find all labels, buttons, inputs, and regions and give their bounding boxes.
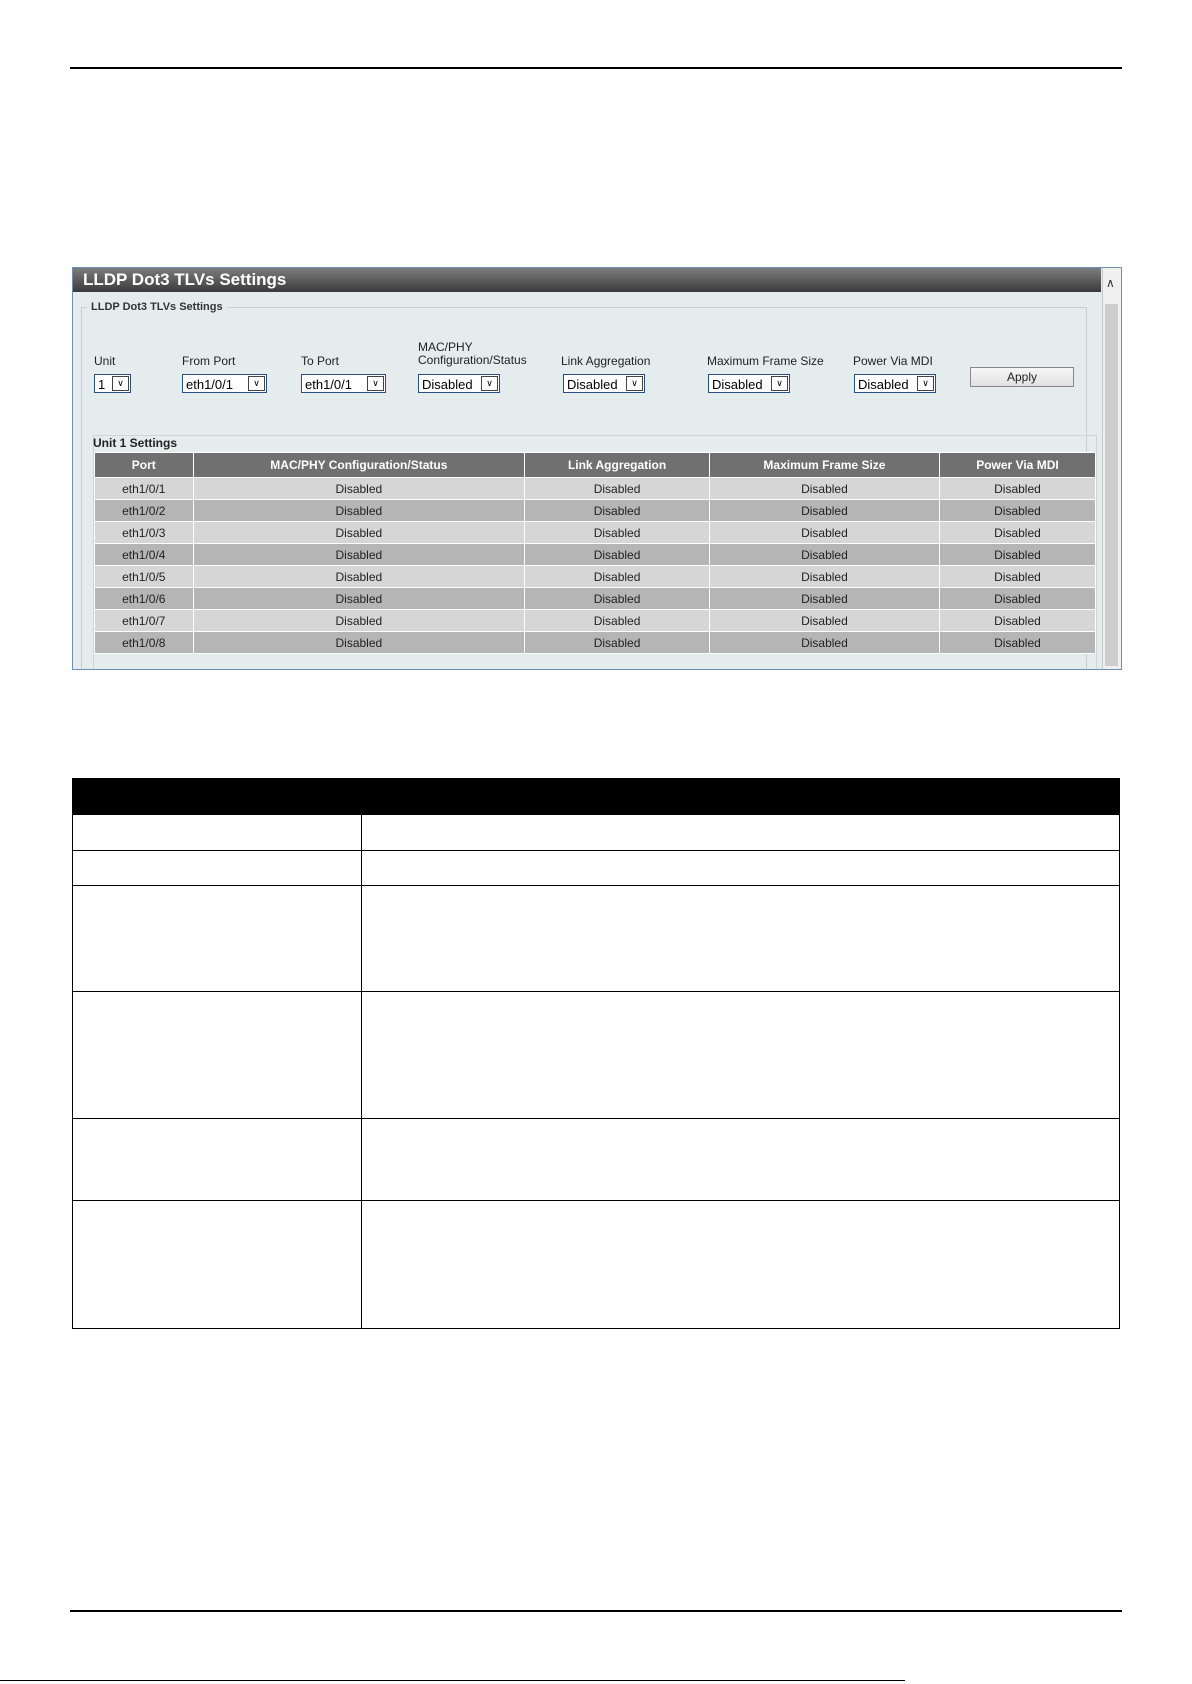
vertical-scrollbar[interactable] bbox=[1102, 268, 1121, 669]
description-cell bbox=[73, 1201, 362, 1329]
table-cell: Disabled bbox=[709, 500, 939, 522]
table-row bbox=[95, 588, 1096, 610]
table-row bbox=[95, 610, 1096, 632]
table-cell: Disabled bbox=[709, 522, 939, 544]
table-cell: eth1/0/8 bbox=[95, 632, 194, 654]
column-header: Port bbox=[95, 453, 194, 478]
table-row bbox=[95, 500, 1096, 522]
unit-select[interactable]: 1 ∨ bbox=[94, 374, 131, 393]
table-cell: eth1/0/6 bbox=[95, 588, 194, 610]
macphy-label-line2: Configuration/Status bbox=[418, 353, 527, 367]
header-rule bbox=[70, 67, 1122, 69]
table-row bbox=[95, 566, 1096, 588]
description-row bbox=[73, 992, 1120, 1119]
description-cell bbox=[361, 886, 1119, 992]
chevron-down-icon[interactable]: ∨ bbox=[771, 376, 788, 391]
table-cell: Disabled bbox=[939, 544, 1095, 566]
scrollbar-thumb[interactable] bbox=[1105, 304, 1118, 666]
to-port-label: To Port bbox=[301, 354, 340, 368]
table-cell: Disabled bbox=[709, 632, 939, 654]
table-cell: Disabled bbox=[193, 632, 525, 654]
column-header: Power Via MDI bbox=[939, 453, 1095, 478]
table-cell: Disabled bbox=[939, 522, 1095, 544]
link-aggregation-select[interactable]: Disabled ∨ bbox=[563, 374, 645, 393]
table-cell: Disabled bbox=[525, 632, 710, 654]
table-cell: Disabled bbox=[525, 588, 710, 610]
description-cell bbox=[361, 1119, 1119, 1201]
lldp-dot3-tlvs-panel bbox=[72, 267, 1122, 670]
table-row bbox=[95, 632, 1096, 654]
description-cell bbox=[73, 992, 362, 1119]
to-port-select[interactable]: eth1/0/1 ∨ bbox=[301, 374, 386, 393]
power-via-mdi-label: Power Via MDI bbox=[853, 354, 933, 368]
table-cell: Disabled bbox=[193, 500, 525, 522]
description-cell bbox=[73, 1119, 362, 1201]
link-aggregation-label: Link Aggregation bbox=[561, 354, 651, 368]
description-row bbox=[73, 815, 1120, 851]
description-cell bbox=[73, 815, 362, 851]
table-cell: Disabled bbox=[193, 610, 525, 632]
max-frame-size-label: Maximum Frame Size bbox=[707, 354, 824, 368]
table-cell: Disabled bbox=[939, 478, 1095, 500]
description-header-cell bbox=[73, 779, 362, 815]
column-header: Maximum Frame Size bbox=[709, 453, 939, 478]
table-cell: Disabled bbox=[193, 566, 525, 588]
table-cell: Disabled bbox=[525, 522, 710, 544]
table-header-row bbox=[95, 453, 1096, 478]
chevron-down-icon[interactable]: ∨ bbox=[112, 376, 129, 391]
table-cell: Disabled bbox=[193, 588, 525, 610]
description-cell bbox=[73, 851, 362, 886]
table-cell: Disabled bbox=[939, 566, 1095, 588]
description-cell bbox=[361, 992, 1119, 1119]
footer-rule bbox=[70, 1610, 1122, 1612]
description-cell bbox=[361, 1201, 1119, 1329]
table-cell: Disabled bbox=[709, 566, 939, 588]
table-cell: Disabled bbox=[709, 610, 939, 632]
macphy-label-line1: MAC/PHY bbox=[418, 340, 473, 354]
chevron-down-icon[interactable]: ∨ bbox=[248, 376, 265, 391]
apply-button[interactable]: Apply bbox=[970, 367, 1074, 387]
page-bottom-rule bbox=[0, 1680, 905, 1681]
max-frame-size-select[interactable]: Disabled ∨ bbox=[708, 374, 790, 393]
column-header: MAC/PHY Configuration/Status bbox=[193, 453, 525, 478]
fieldset-legend: LLDP Dot3 TLVs Settings bbox=[91, 301, 223, 313]
scroll-up-arrow-icon[interactable]: ∧ bbox=[1106, 276, 1115, 290]
description-row bbox=[73, 886, 1120, 992]
table-cell: eth1/0/2 bbox=[95, 500, 194, 522]
table-cell: eth1/0/4 bbox=[95, 544, 194, 566]
description-row bbox=[73, 1119, 1120, 1201]
table-cell: Disabled bbox=[193, 478, 525, 500]
table-cell: Disabled bbox=[939, 610, 1095, 632]
column-header: Link Aggregation bbox=[525, 453, 710, 478]
table-cell: Disabled bbox=[939, 500, 1095, 522]
table-cell: Disabled bbox=[525, 500, 710, 522]
table-cell: Disabled bbox=[193, 544, 525, 566]
chevron-down-icon[interactable]: ∨ bbox=[481, 376, 498, 391]
table-cell: eth1/0/1 bbox=[95, 478, 194, 500]
description-header-cell bbox=[361, 779, 1119, 815]
table-cell: Disabled bbox=[525, 566, 710, 588]
unit-label: Unit bbox=[94, 354, 116, 368]
table-row bbox=[95, 522, 1096, 544]
table-cell: Disabled bbox=[709, 588, 939, 610]
table-cell: Disabled bbox=[525, 610, 710, 632]
table-cell: eth1/0/3 bbox=[95, 522, 194, 544]
table-cell: Disabled bbox=[709, 544, 939, 566]
table-cell: Disabled bbox=[939, 632, 1095, 654]
unit-settings-table bbox=[94, 452, 1096, 654]
chevron-down-icon[interactable]: ∨ bbox=[367, 376, 384, 391]
description-cell bbox=[361, 815, 1119, 851]
table-cell: eth1/0/5 bbox=[95, 566, 194, 588]
table-row bbox=[95, 478, 1096, 500]
table-cell: Disabled bbox=[939, 588, 1095, 610]
table-cell: Disabled bbox=[193, 522, 525, 544]
chevron-down-icon[interactable]: ∨ bbox=[917, 376, 934, 391]
description-cell bbox=[73, 886, 362, 992]
parameter-description-table bbox=[72, 778, 1120, 1329]
description-row bbox=[73, 1201, 1120, 1329]
table-cell: eth1/0/7 bbox=[95, 610, 194, 632]
description-header-row bbox=[73, 779, 1120, 815]
table-cell: Disabled bbox=[709, 478, 939, 500]
table-cell: Disabled bbox=[525, 544, 710, 566]
panel-title: LLDP Dot3 TLVs Settings bbox=[73, 268, 1101, 292]
table-cell: Disabled bbox=[525, 478, 710, 500]
power-via-mdi-select[interactable]: Disabled ∨ bbox=[854, 374, 936, 393]
description-row bbox=[73, 851, 1120, 886]
unit-settings-title: Unit 1 Settings bbox=[93, 436, 178, 450]
description-cell bbox=[361, 851, 1119, 886]
from-port-select[interactable]: eth1/0/1 ∨ bbox=[182, 374, 267, 393]
chevron-down-icon[interactable]: ∨ bbox=[626, 376, 643, 391]
table-row bbox=[95, 544, 1096, 566]
macphy-select[interactable]: Disabled ∨ bbox=[418, 374, 500, 393]
from-port-label: From Port bbox=[182, 354, 236, 368]
